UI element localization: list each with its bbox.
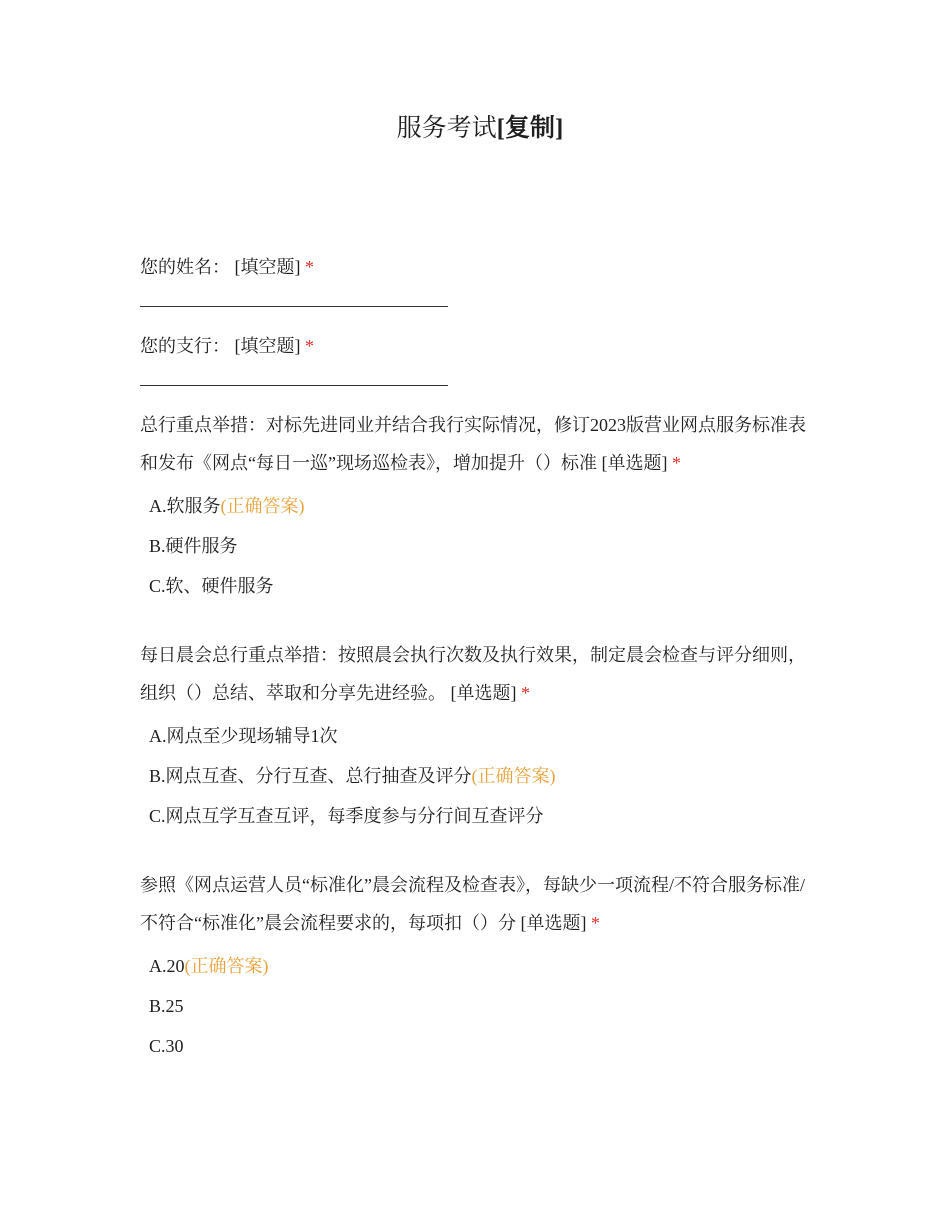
correct-answer-tag: (正确答案) [184, 956, 269, 976]
option-c[interactable] [140, 566, 810, 606]
name-input-line[interactable] [140, 286, 448, 307]
question-body: 每日晨会总行重点举措：按照晨会执行次数及执行效果，制定晨会检查与评分细则，组织（）总结、萃取和分享先进经验。 [140, 645, 806, 703]
choice-question-3 [140, 866, 810, 1066]
option-label: C.软、硬件服务 [149, 576, 274, 596]
question-body: 参照《网点运营人员“标准化”晨会流程及检查表》，每缺少一项流程/不符合服务标准/不符合“标准化”晨会流程要求的，每项扣（）分 [140, 875, 805, 933]
required-mark: * [671, 453, 681, 473]
question-type: [填空题] [234, 336, 301, 356]
option-c[interactable] [140, 796, 810, 836]
required-mark: * [590, 913, 600, 933]
option-label: C.网点互学互查互评，每季度参与分行间互查评分 [149, 806, 544, 826]
title-main: 服务考试 [396, 115, 497, 142]
branch-input-line[interactable] [140, 365, 448, 386]
title-suffix: [复制] [496, 115, 564, 142]
option-label: B.网点互查、分行互查、总行抽查及评分 [149, 766, 472, 786]
required-mark: * [305, 336, 314, 356]
correct-answer-tag: (正确答案) [220, 496, 305, 516]
question-text [140, 866, 810, 942]
option-b[interactable] [140, 526, 810, 566]
option-label: A.网点至少现场辅导1次 [149, 726, 338, 746]
option-a[interactable] [140, 946, 810, 986]
page-title [0, 108, 950, 144]
question-text [140, 406, 810, 482]
question-type: [填空题] [234, 257, 301, 277]
option-label: A.软服务 [149, 496, 221, 516]
option-label: B.25 [149, 996, 184, 1016]
option-label: A.20 [149, 956, 185, 976]
fill-question-branch [140, 327, 810, 386]
question-label: 您的姓名： [140, 257, 230, 277]
option-label: C.30 [149, 1036, 184, 1056]
required-mark: * [521, 683, 530, 703]
option-label: B.硬件服务 [149, 536, 238, 556]
correct-answer-tag: (正确答案) [471, 766, 556, 786]
survey-content [140, 248, 810, 1096]
question-body: 总行重点举措：对标先进同业并结合我行实际情况，修订2023版营业网点服务标准表和发布《网点“每日一巡”现场巡检表》，增加提升（）标准 [140, 415, 806, 473]
question-type: [单选题] [450, 683, 517, 703]
required-mark: * [305, 257, 314, 277]
choice-question-1 [140, 406, 810, 606]
question-text [140, 636, 810, 712]
fill-question-name [140, 248, 810, 307]
option-a[interactable] [140, 486, 810, 526]
option-a[interactable] [140, 716, 810, 756]
option-c[interactable] [140, 1026, 810, 1066]
option-b[interactable] [140, 986, 810, 1026]
question-type: [单选题] [520, 913, 587, 933]
choice-question-2 [140, 636, 810, 836]
option-b[interactable] [140, 756, 810, 796]
question-label: 您的支行： [140, 336, 230, 356]
question-type: [单选题] [601, 453, 668, 473]
